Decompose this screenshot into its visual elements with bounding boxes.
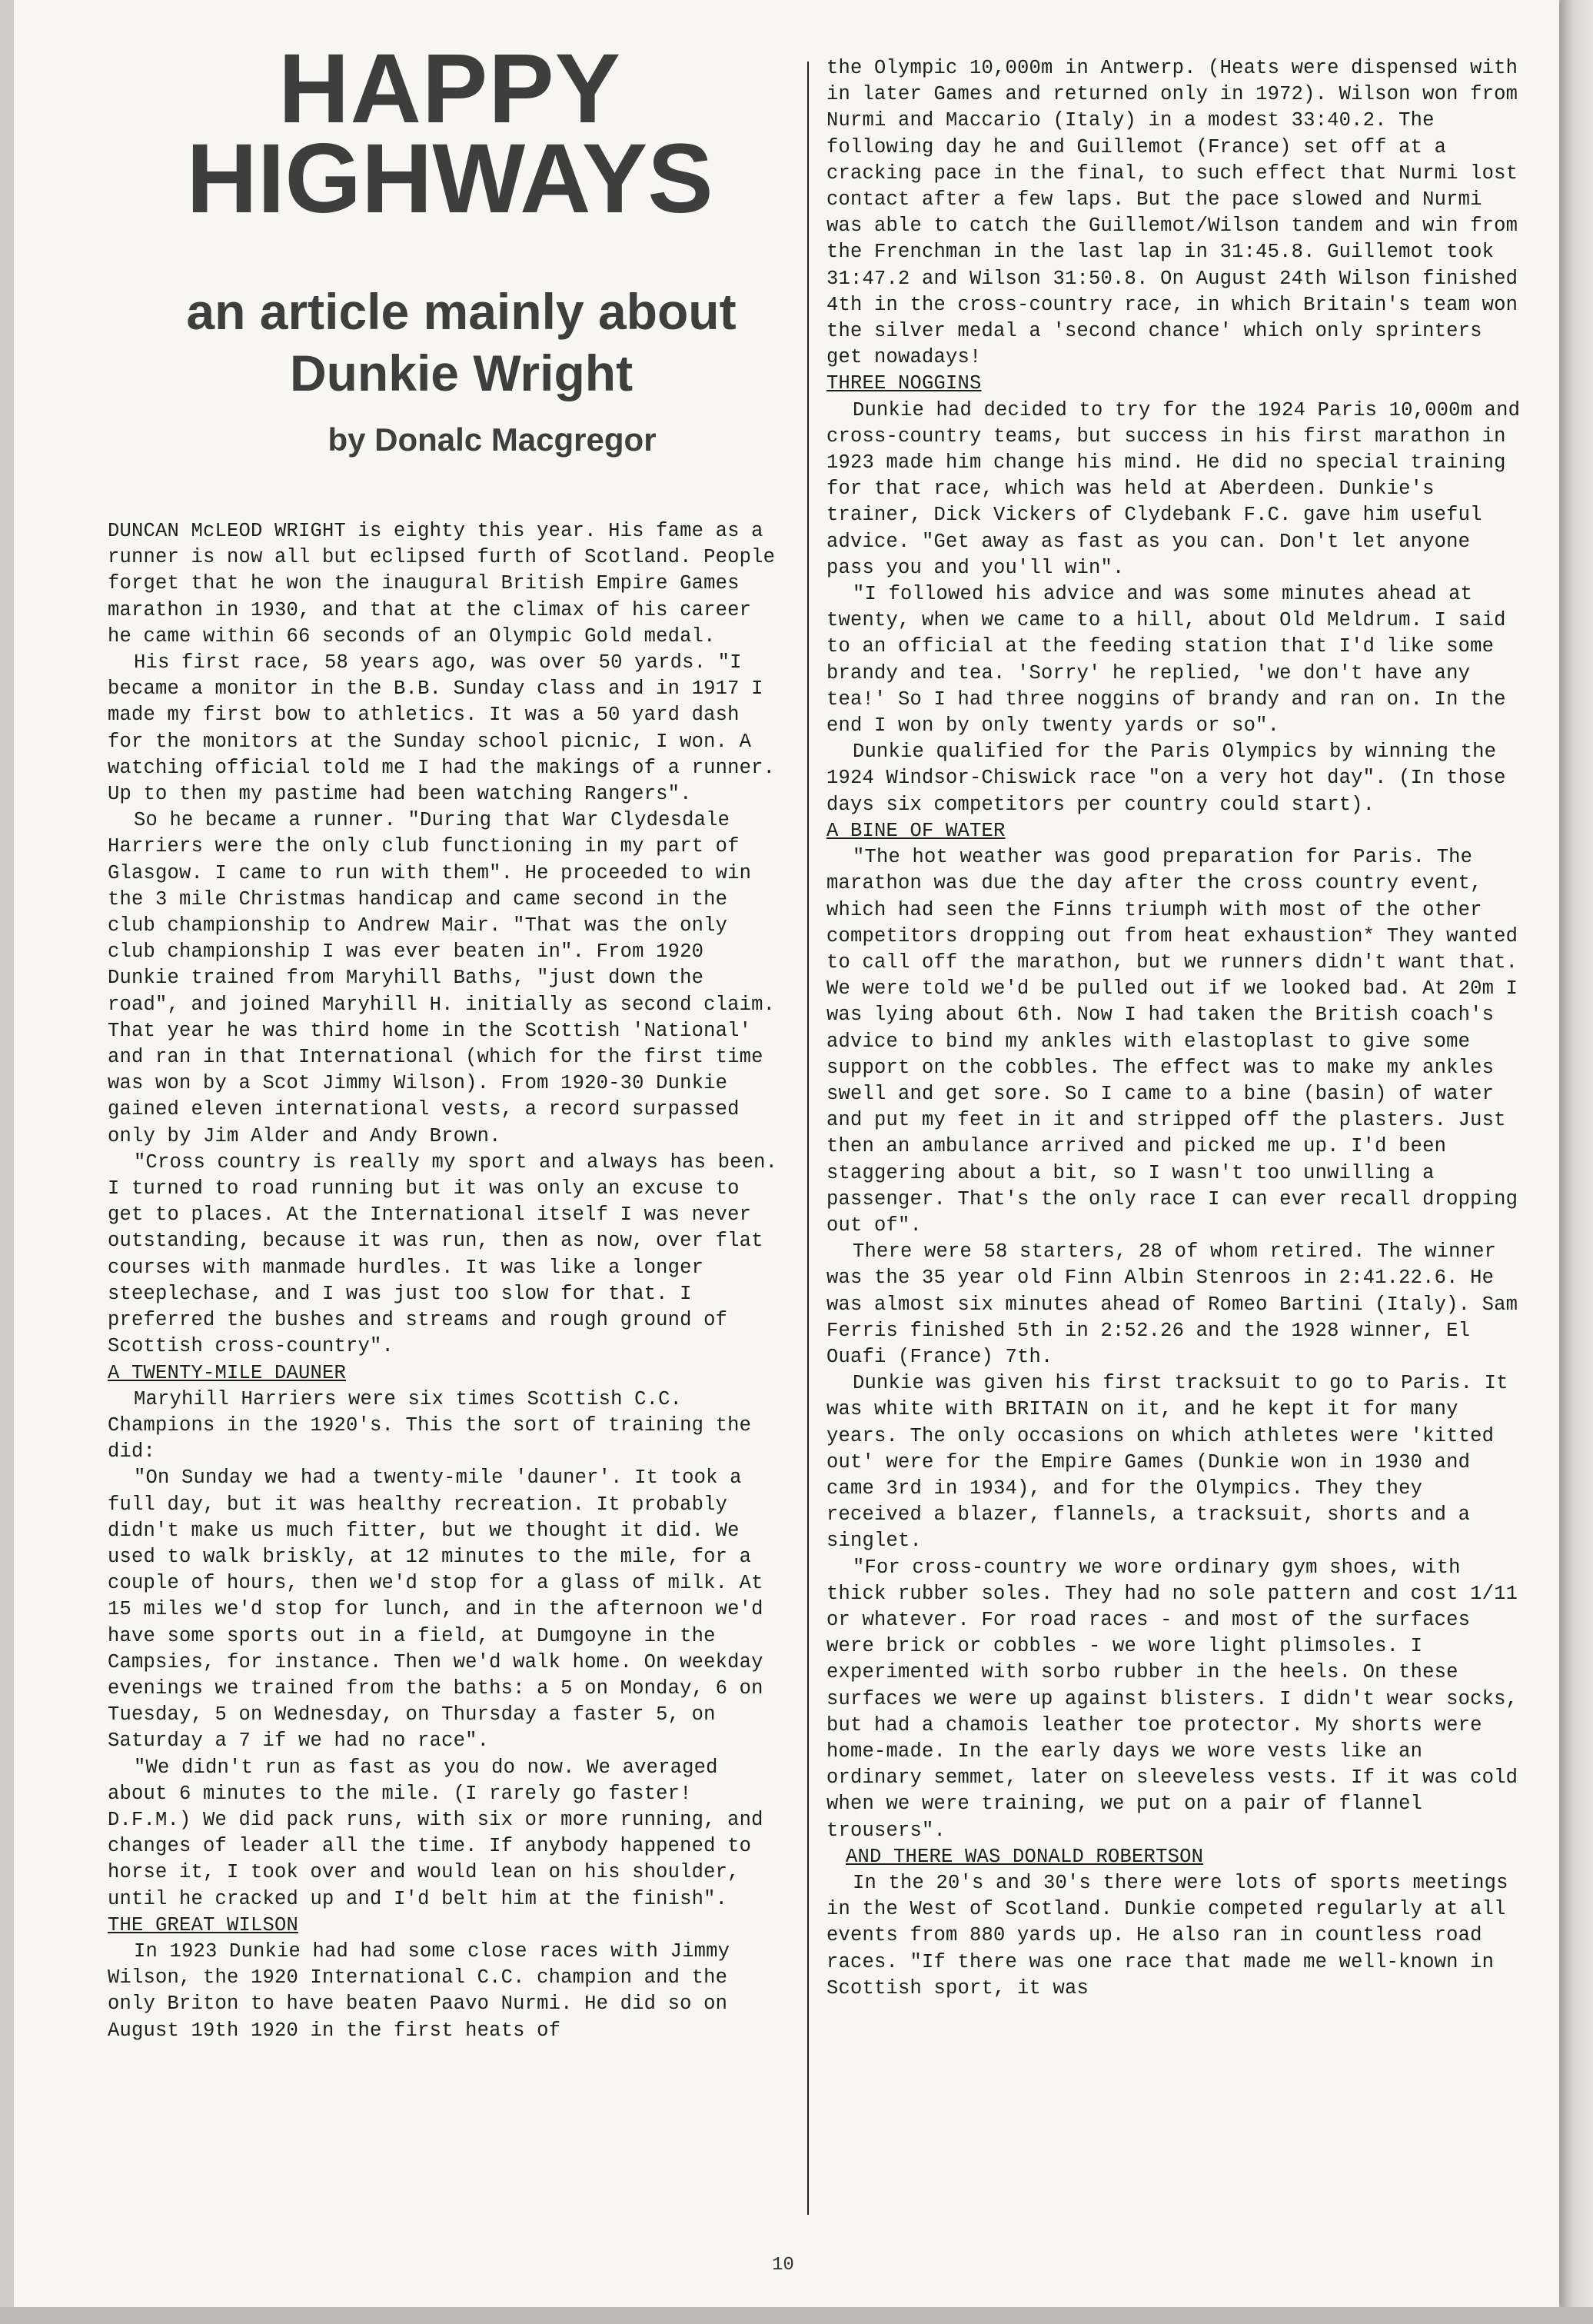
section-heading: AND THERE WAS DONALD ROBERTSON [846, 1845, 1204, 1868]
paragraph: Dunkie was given his first tracksuit to go to Paris. It was white with BRITAIN on it, and he kept it for many years. The only occasions on which athletes were 'kitted out' were for the Empire Games (Dunkie won in 1930 and came 3rd in 1934), and for the Olympics. They they received a blazer, flannels, a tracksuit, shorts and a singlet. [826, 1372, 1508, 1553]
text-column-right [826, 55, 1526, 2002]
paragraph: Dunkie qualified for the Paris Olympics by winning the 1924 Windsor-Chiswick race "on a very hot day". (In those days six competitors per country could start). [826, 741, 1506, 816]
paragraph: the Olympic 10,000m in Antwerp. (Heats were dispensed with in later Games and returned only in 1972). Wilson won from Nurmi and Maccario (Italy) in a modest 33:40.2. The following day he and Guillemot (France) set off at a cracking pace in the final, to such effect that Nurmi lost contact after a few laps. But the pace slowed and Nurmi was able to catch the Guillemot/Wilson tandem and win from the Frenchman in the last lap in 31:45.8. Guillemot took 31:47.2 and Wilson 31:50.8. On August 24th Wilson finished 4th in the cross-country race, in which Britain's team won the silver medal a 'second chance' which only sprinters get nowadays! [826, 57, 1518, 369]
headline-line-1: HAPPY [278, 34, 621, 144]
article-subtitle: an article mainly about Dunkie Wright [186, 283, 737, 401]
paragraph: Dunkie had decided to try for the 1924 Paris 10,000m and cross-country teams, but success in his first marathon in 1923 made him change his mind. He did no special training for that race, which was held at Aberdeen. Dunkie's trainer, Dick Vickers of Clydebank F.C. gave him useful advice. "Get away as fast as you can. Don't let anyone pass you and you'll win". [826, 398, 1521, 579]
paragraph: His first race, 58 years ago, was over 50 yards. "I became a monitor in the B.B. Sunday class and in 1917 I made my first bow to athletics. It was a 50 yard dash for the monitors at the Sunday school picnic, I won. A watching official told me I had the makings of a runner. Up to then my pastime had been watching Rangers". [108, 651, 776, 806]
section-heading: THREE NOGGINS [826, 372, 982, 395]
section-heading: THE GREAT WILSON [108, 1913, 299, 1936]
paragraph: There were 58 starters, 28 of whom retired. The winner was the 35 year old Finn Albin Stenroos in 2:41.22.6. He was almost six minutes ahead of Romeo Bartini (Italy). Sam Ferris finished 5th in 2:52.26 and the 1928 winner, El Ouafi (France) 7th. [826, 1240, 1518, 1368]
paragraph: "The hot weather was good preparation for Paris. The marathon was due the day after the cross country event, which had seen the Finns triumph with most of the other competitors dropping out from heat exhaustion* They wanted to call off the marathon, but we runners didn't want that. We were told we'd be pulled out if we looked bad. At 20m I was lying about 6th. Now I had taken the British coach's advice to bind my ankles with elastoplast to give some support on the cobbles. The effect was to make my ankles swell and get sore. So I came to a bine (basin) of water and put my feet in it and stripped off the plasters. Just then an ambulance arrived and picked me up. I'd been staggering about a bit, so I wasn't too unwilling a passenger. That's the only race I can ever recall dropping out of". [826, 846, 1518, 1237]
paragraph: "On Sunday we had a twenty-mile 'dauner'. It took a full day, but it was healthy recreation. It probably didn't make us much fitter, but we thought it did. We used to walk briskly, at 12 minutes to the mile, for a couple of hours, then we'd stop for a glass of milk. At 15 miles we'd stop for lunch, and in the afternoon we'd have some sports out in a field, at Dumgoyne in the Campsies, for instance. Then we'd walk home. On weekday evenings we trained from the baths: a 5 on Monday, 6 on Tuesday, 5 on Wednesday, on Thursday a faster 5, on Saturday a 7 if we had no race". [108, 1467, 763, 1753]
page-bottom-edge [0, 2307, 1593, 2324]
paragraph: In the 20's and 30's there were lots of sports meetings in the West of Scotland. Dunkie competed regularly at all events from 880 yards up. He also ran in countless road races. "If there was one race that made me well-known in Scottish sport, it was [826, 1872, 1508, 1999]
article-headline [115, 34, 784, 234]
paragraph: Maryhill Harriers were six times Scottish C.C. Champions in the 1920's. This the sort of training the did: [108, 1387, 752, 1463]
section-heading: A TWENTY-MILE DAUNER [108, 1361, 347, 1384]
section-heading: A BINE OF WATER [826, 819, 1006, 842]
paragraph: So he became a runner. "During that War Clydesdale Harriers were the only club functioning in my part of Glasgow. I came to run with them". He proceeded to win the 3 mile Christmas handicap and came second in the club championship to Andrew Mair. "That was the only club championship I was ever beaten in". From 1920 Dunkie trained from Maryhill Baths, "just down the road", and joined Maryhill H. initially as second claim. That year he was third home in the Scottish 'National' and ran in that International (which for the first time was won by a Scot Jimmy Wilson). From 1920-30 Dunkie gained eleven international vests, a record surpassed only by Jim Alder and Andy Brown. [108, 809, 776, 1147]
paragraph: "Cross country is really my sport and always has been. I turned to road running but it was only an excuse to get to places. At the International itself I was never outstanding, because it was run, then as now, over flat courses with manmade hurdles. It was like a longer steeplechase, and I was just too slow for that. I preferred the bushes and streams and rough ground of Scottish cross-country". [108, 1150, 778, 1358]
text-column-left [108, 518, 784, 2044]
paragraph: DUNCAN McLEOD WRIGHT is eighty this year. His fame as a runner is now all but eclipsed furth of Scotland. People forget that he won the inaugural British Empire Games marathon in 1930, and that at the climax of his career he came within 66 seconds of an Olympic Gold medal. [108, 520, 776, 648]
paragraph: "We didn't run as fast as you do now. We averaged about 6 minutes to the mile. (I rarely go faster! D.F.M.) We did pack runs, with six or more running, and changes of leader all the time. If anybody happened to horse it, I took over and would lean on his shoulder, until he cracked up and I'd belt him at the finish". [108, 1756, 763, 1910]
page-number: 10 [772, 2255, 794, 2276]
page-edge [1561, 0, 1593, 2324]
paragraph: "For cross-country we wore ordinary gym shoes, with thick rubber soles. They had no sole pattern and cost 1/11 or whatever. For road races - and most of the surfaces were brick or cobbles - we wore light plimsoles. I experimented with sorbo rubber in the heels. On these surfaces we were up against blisters. I didn't wear socks, but had a chamois leather toe protector. My shorts were home-made. In the early days we wore vests like an ordinary semmet, later on sleeveless vests. If it was cold when we were training, we put on a pair of flannel trousers". [826, 1556, 1518, 1842]
column-divider [807, 62, 809, 2215]
paragraph: "I followed his advice and was some minutes ahead at twenty, when we came to a hill, about Old Meldrum. I said to an official at the feeding station that I'd like some brandy and tea. 'Sorry' he replied, 'we don't have any tea!' So I had three noggins of brandy and ran on. In the end I won by only twenty yards or so". [826, 583, 1506, 737]
headline-line-2: HIGHWAYS [186, 124, 713, 234]
paragraph: In 1923 Dunkie had had some close races with Jimmy Wilson, the 1920 International C.C. champion and the only Briton to have beaten Paavo Nurmi. He did so on August 19th 1920 in the first heats of [108, 1939, 730, 2042]
article-byline: by Donalc Macgregor [328, 421, 657, 458]
